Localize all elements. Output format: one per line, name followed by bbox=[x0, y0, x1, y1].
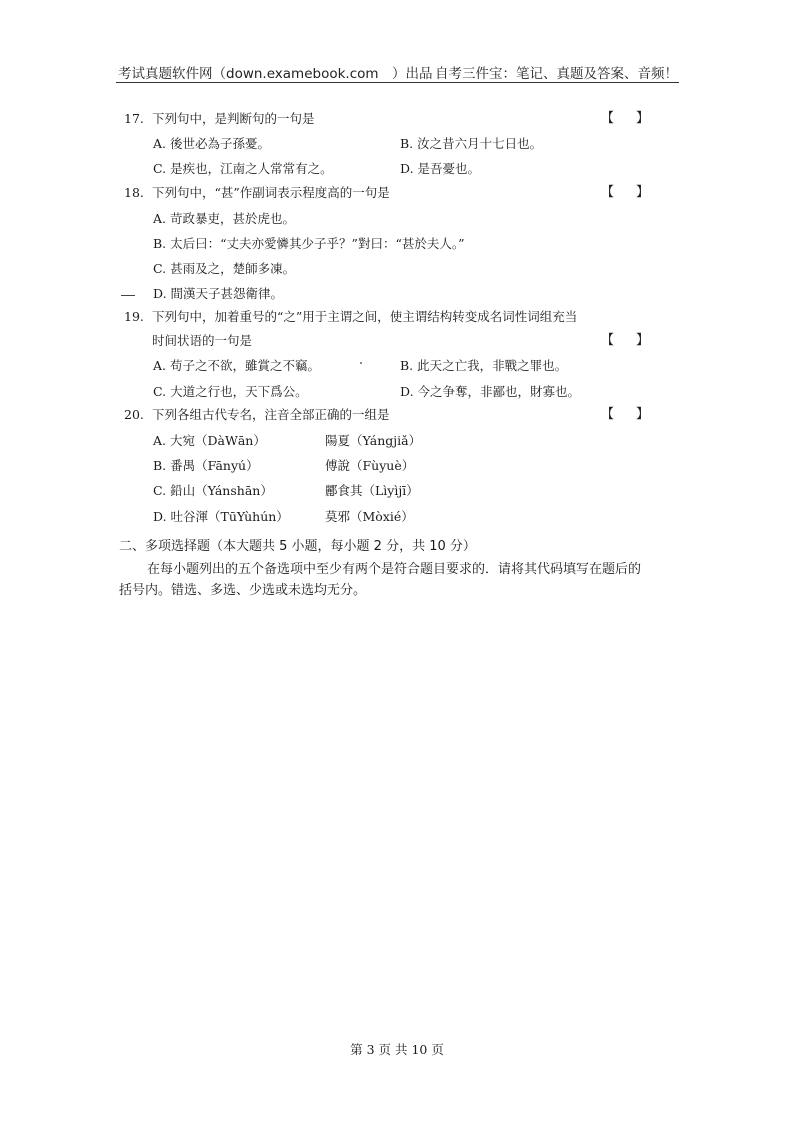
bracket-open: 【 bbox=[601, 407, 615, 422]
question-text: 下列各组古代专名，注音全部正确的一组是 bbox=[152, 407, 390, 422]
option-20a: A. 大宛（DàWān） bbox=[153, 433, 266, 448]
option-19a: A. 苟子之不欲，雖賞之不竊。 bbox=[153, 358, 321, 373]
option-20c: C. 鉛山（Yánshān） bbox=[153, 483, 273, 498]
header-right-text: 自考三件宝：笔记、真题及答案、音频！ bbox=[435, 66, 678, 82]
scan-mark bbox=[121, 295, 135, 296]
question-20-stem bbox=[124, 405, 390, 423]
bracket-close: 】 bbox=[636, 185, 650, 200]
question-19-stem bbox=[124, 307, 577, 325]
option-17a: A. 後世必為子孫憂。 bbox=[153, 136, 271, 151]
question-number: 20. bbox=[124, 407, 144, 422]
question-17-stem bbox=[124, 109, 315, 127]
option-19b: B. 此天之亡我，非戰之罪也。 bbox=[400, 358, 568, 373]
header-rule bbox=[116, 82, 679, 83]
header-left-text: 考试真题软件网（down.examebook.com ）出品 bbox=[118, 66, 433, 82]
bracket-open: 【 bbox=[601, 111, 615, 126]
question-number: 18. bbox=[124, 185, 144, 200]
option-20b: B. 番禺（Fānyú） bbox=[153, 458, 259, 473]
option-17b: B. 汝之昔六月十七日也。 bbox=[400, 136, 543, 151]
section-2-title: 二、多项选择题（本大题共 5 小题，每小题 2 分，共 10 分） bbox=[119, 539, 476, 554]
bracket-close: 】 bbox=[636, 407, 650, 422]
option-20d-second: 莫邪（Mòxié） bbox=[325, 509, 414, 524]
option-19c: C. 大道之行也，天下爲公。 bbox=[153, 384, 308, 399]
answer-bracket-17 bbox=[601, 107, 649, 126]
page-footer: 第 3 页 共 10 页 bbox=[350, 1042, 444, 1057]
option-20c-second: 酈食其（Lìyìjī） bbox=[325, 483, 419, 498]
question-text: 下列句中，“甚”作副词表示程度高的一句是 bbox=[152, 185, 390, 200]
option-18b: B. 太后曰：“丈夫亦愛憐其少子乎？”對曰：“甚於夫人。” bbox=[153, 236, 465, 251]
question-19-stem-line2 bbox=[152, 331, 252, 349]
option-18c: C. 甚雨及之，楚師多凍。 bbox=[153, 261, 296, 276]
section-2-instruction-line2: 括号内。错选、多选、少选或未选均无分。 bbox=[119, 583, 367, 598]
question-text: 下列句中，加着重号的“之”用于主谓之间，使主谓结构转变成名词性词组充当 bbox=[152, 309, 578, 324]
question-text-continued: 时间状语的一句是 bbox=[152, 333, 253, 348]
option-18d: D. 間漢天子甚怨衛律。 bbox=[153, 286, 284, 301]
scan-speck bbox=[360, 362, 362, 364]
page-header bbox=[116, 60, 680, 80]
answer-bracket-18 bbox=[601, 181, 649, 200]
option-17d: D. 是吾憂也。 bbox=[400, 161, 481, 176]
option-20a-second: 陽夏（Yángjiǎ） bbox=[325, 433, 422, 448]
option-20b-second: 傅說（Fùyuè） bbox=[325, 458, 415, 473]
answer-bracket-19 bbox=[601, 329, 649, 348]
question-number: 17. bbox=[124, 111, 144, 126]
answer-bracket-20 bbox=[601, 403, 649, 422]
bracket-open: 【 bbox=[601, 185, 615, 200]
option-18a: A. 苛政暴吏，甚於虎也。 bbox=[153, 211, 296, 226]
question-18-stem bbox=[124, 183, 390, 201]
option-20d: D. 吐谷渾（TūYùhún） bbox=[153, 509, 289, 524]
bracket-close: 】 bbox=[636, 111, 650, 126]
question-text: 下列句中，是判断句的一句是 bbox=[152, 111, 315, 126]
option-17c: C. 是疾也，江南之人常常有之。 bbox=[153, 161, 333, 176]
section-2-instruction-line1: 在每小题列出的五个备选项中至少有两个是符合题目要求的．请将其代码填写在题后的 bbox=[147, 562, 642, 577]
question-number: 19. bbox=[124, 309, 144, 324]
bracket-open: 【 bbox=[601, 333, 615, 348]
option-19d: D. 今之争奪，非鄙也，財寡也。 bbox=[400, 384, 581, 399]
bracket-close: 】 bbox=[636, 333, 650, 348]
